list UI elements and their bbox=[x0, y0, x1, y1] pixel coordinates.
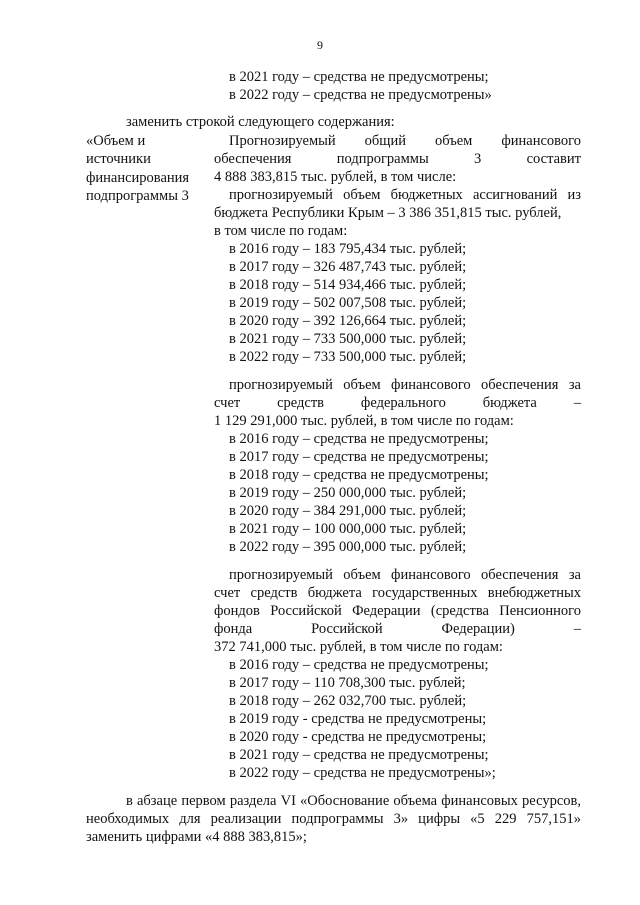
b3-year-2018: в 2018 году – 262 032,700 тыс. рублей; bbox=[229, 693, 467, 709]
b1-p2-line1: прогнозируемый объем бюджетных ассигнований из bbox=[229, 187, 581, 203]
b1-year-2020: в 2020 году – 392 126,664 тыс. рублей; bbox=[229, 313, 467, 329]
b3-year-2022: в 2022 году – средства не предусмотрены»; bbox=[229, 765, 496, 781]
final-para-line3: заменить цифрами «4 888 383,815»; bbox=[86, 829, 307, 845]
b2-year-2021: в 2021 году – 100 000,000 тыс. рублей; bbox=[229, 521, 467, 537]
b1-year-2017: в 2017 году – 326 487,743 тыс. рублей; bbox=[229, 259, 467, 275]
b3-p-line1: прогнозируемый объем финансового обеспечения за bbox=[229, 567, 581, 583]
top-line-2021: в 2021 году – средства не предусмотрены; bbox=[229, 69, 489, 85]
row-label bbox=[86, 132, 216, 206]
b3-p-line2: счет средств бюджета государственных внебюджетных bbox=[214, 585, 581, 601]
b1-p2-line3: в том числе по годам: bbox=[214, 223, 348, 239]
b3-year-2019: в 2019 году - средства не предусмотрены; bbox=[229, 711, 487, 727]
b2-p-line1: прогнозируемый объем финансового обеспечения за bbox=[229, 377, 581, 393]
b1-p1-line3: 4 888 383,815 тыс. рублей, в том числе: bbox=[214, 169, 457, 185]
replace-intro: заменить строкой следующего содержания: bbox=[126, 114, 395, 130]
b2-year-2016: в 2016 году – средства не предусмотрены; bbox=[229, 431, 489, 447]
row-label-line: источники bbox=[86, 151, 151, 168]
b2-year-2022: в 2022 году – 395 000,000 тыс. рублей; bbox=[229, 539, 467, 555]
top-line-2022: в 2022 году – средства не предусмотрены» bbox=[229, 87, 492, 103]
b2-p-line3: 1 129 291,000 тыс. рублей, в том числе по годам: bbox=[214, 413, 514, 429]
b2-year-2020: в 2020 году – 384 291,000 тыс. рублей; bbox=[229, 503, 467, 519]
page-number: 9 bbox=[317, 38, 323, 52]
b3-p-line5: 372 741,000 тыс. рублей, в том числе по годам: bbox=[214, 639, 503, 655]
b3-year-2021: в 2021 году – средства не предусмотрены; bbox=[229, 747, 489, 763]
row-label-line: финансирования bbox=[86, 169, 190, 186]
final-para-line2: необходимых для реализации подпрограммы 3» цифры «5 229 757,151» bbox=[86, 811, 581, 827]
b2-p-line2: счет средств федерального бюджета – bbox=[214, 395, 581, 411]
b1-year-2018: в 2018 году – 514 934,466 тыс. рублей; bbox=[229, 277, 467, 293]
b1-p1-line2: обеспечения подпрограммы 3 составит bbox=[214, 151, 581, 167]
b3-year-2017: в 2017 году – 110 708,300 тыс. рублей; bbox=[229, 675, 466, 691]
b1-year-2021: в 2021 году – 733 500,000 тыс. рублей; bbox=[229, 331, 467, 347]
b2-year-2017: в 2017 году – средства не предусмотрены; bbox=[229, 449, 489, 465]
b3-year-2020: в 2020 году - средства не предусмотрены; bbox=[229, 729, 487, 745]
b2-year-2019: в 2019 году – 250 000,000 тыс. рублей; bbox=[229, 485, 467, 501]
row-label-line: подпрограммы 3 bbox=[86, 188, 189, 205]
b1-p1-line1: Прогнозируемый общий объем финансового bbox=[229, 133, 581, 149]
b1-year-2022: в 2022 году – 733 500,000 тыс. рублей; bbox=[229, 349, 467, 365]
b3-p-line3: фондов Российской Федерации (средства Пенсионного bbox=[214, 603, 581, 619]
b1-year-2016: в 2016 году – 183 795,434 тыс. рублей; bbox=[229, 241, 467, 257]
b3-p-line4: фонда Российской Федерации) – bbox=[214, 621, 581, 637]
final-para-line1: в абзаце первом раздела VI «Обоснование объема финансовых ресурсов, bbox=[126, 793, 581, 809]
b1-year-2019: в 2019 году – 502 007,508 тыс. рублей; bbox=[229, 295, 467, 311]
row-label-line: «Объем и bbox=[86, 133, 146, 149]
b1-p2-line2: бюджета Республики Крым – 3 386 351,815 тыс. рублей, bbox=[214, 205, 562, 221]
b2-year-2018: в 2018 году – средства не предусмотрены; bbox=[229, 467, 489, 483]
b3-year-2016: в 2016 году – средства не предусмотрены; bbox=[229, 657, 489, 673]
